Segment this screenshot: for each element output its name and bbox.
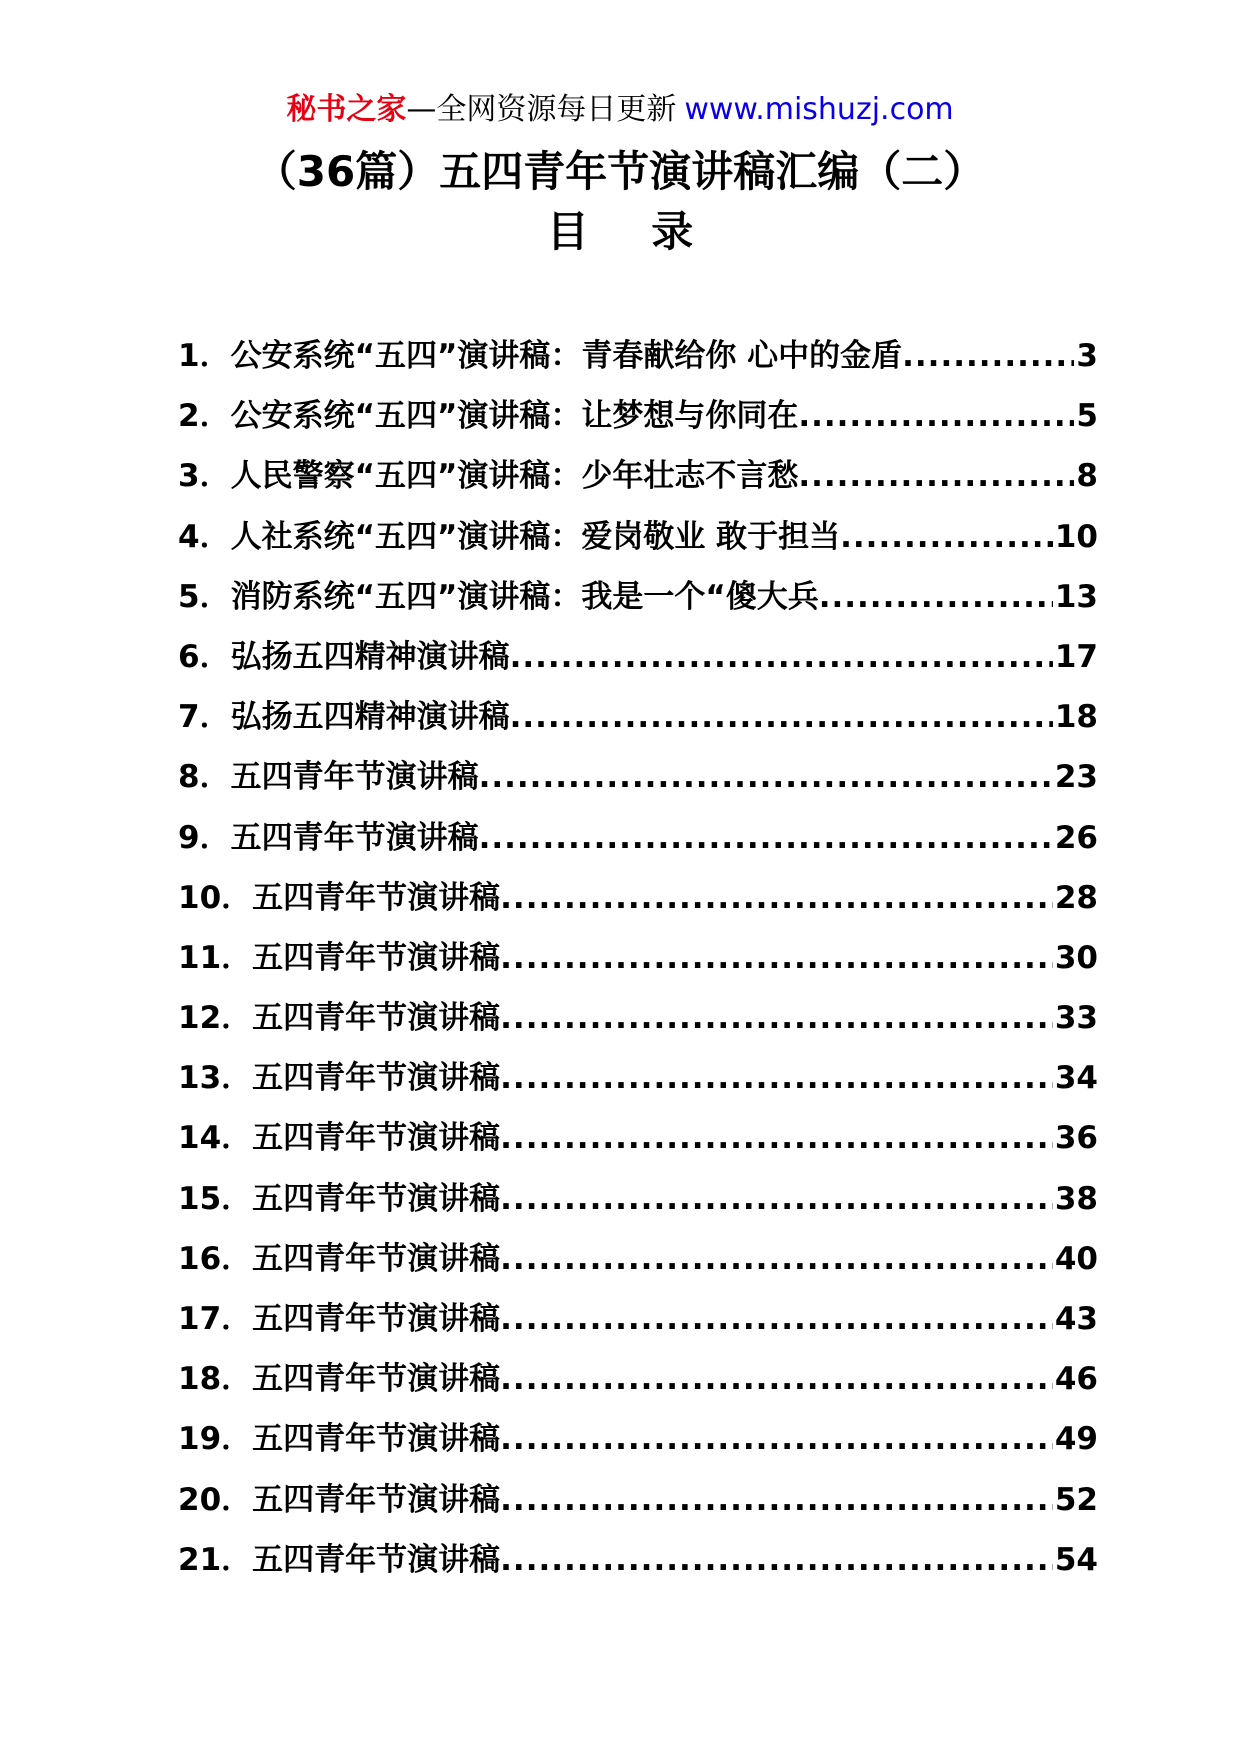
toc-dot-leader — [510, 627, 1053, 687]
toc-dot-leader — [500, 1229, 1053, 1289]
toc-entry-label: 16．五四青年节演讲稿 — [178, 1240, 501, 1277]
toc-dot-leader — [500, 988, 1053, 1048]
toc-entry[interactable] — [178, 507, 1098, 567]
toc-entry-label: 7．弘扬五四精神演讲稿 — [178, 699, 510, 736]
toc-entry-label: 20．五四青年节演讲稿 — [178, 1481, 501, 1518]
toc-dot-leader — [500, 1530, 1053, 1590]
table-of-contents — [178, 326, 1098, 1590]
toc-page-number: 38 — [1054, 1180, 1098, 1217]
toc-entry-label: 4．人社系统“五四”演讲稿：爱岗敬业 敢于担当 — [178, 518, 841, 555]
toc-page-number: 17 — [1054, 638, 1098, 675]
toc-entry[interactable] — [178, 1229, 1098, 1289]
toc-entry[interactable] — [178, 1169, 1098, 1229]
toc-entry-label: 8．五四青年节演讲稿 — [178, 759, 479, 796]
toc-entry[interactable] — [178, 928, 1098, 988]
toc-page-number: 3 — [1076, 338, 1098, 374]
banner-tagline: —全网资源每日更新 — [406, 92, 677, 127]
toc-page-number: 28 — [1054, 879, 1098, 916]
toc-entry[interactable] — [178, 1470, 1098, 1530]
toc-heading: 目 录 — [546, 207, 718, 256]
toc-dot-leader — [479, 747, 1053, 807]
toc-page-number: 33 — [1054, 1000, 1098, 1037]
toc-entry-label: 2．公安系统“五四”演讲稿：让梦想与你同在 — [178, 398, 799, 435]
toc-entry-label: 17．五四青年节演讲稿 — [178, 1301, 501, 1337]
toc-entry[interactable] — [178, 1048, 1098, 1108]
toc-entry-label: 1．公安系统“五四”演讲稿：青春献给你 心中的金盾 — [178, 338, 903, 374]
toc-page-number: 54 — [1054, 1541, 1098, 1578]
toc-entry-label: 15．五四青年节演讲稿 — [178, 1180, 501, 1217]
toc-dot-leader — [500, 868, 1053, 928]
toc-page-number: 40 — [1054, 1240, 1098, 1277]
toc-page-number: 34 — [1054, 1060, 1098, 1097]
toc-dot-leader — [500, 1289, 1053, 1349]
toc-dot-leader — [819, 567, 1053, 627]
toc-page-number: 26 — [1054, 819, 1098, 856]
toc-entry[interactable] — [178, 687, 1098, 747]
toc-entry-label: 9．五四青年节演讲稿 — [178, 819, 479, 856]
toc-entry[interactable] — [178, 1108, 1098, 1168]
toc-dot-leader — [500, 1169, 1053, 1229]
toc-page-number: 46 — [1054, 1361, 1098, 1398]
toc-entry[interactable] — [178, 326, 1098, 386]
toc-entry-label: 14．五四青年节演讲稿 — [178, 1120, 501, 1157]
toc-dot-leader — [798, 446, 1074, 506]
toc-dot-leader — [500, 1470, 1053, 1530]
toc-entry-label: 13．五四青年节演讲稿 — [178, 1060, 501, 1097]
site-url-link[interactable]: www.mishuzj.com — [684, 92, 954, 127]
toc-entry-label: 18．五四青年节演讲稿 — [178, 1361, 501, 1398]
toc-page-number: 36 — [1054, 1120, 1098, 1157]
toc-page-number: 23 — [1054, 759, 1098, 796]
toc-entry[interactable] — [178, 386, 1098, 446]
toc-dot-leader — [500, 1108, 1053, 1168]
toc-dot-leader — [500, 1409, 1053, 1469]
toc-page-number: 49 — [1054, 1421, 1098, 1458]
toc-entry[interactable] — [178, 627, 1098, 687]
toc-page-number: 18 — [1054, 699, 1098, 736]
toc-entry[interactable] — [178, 868, 1098, 928]
toc-entry[interactable] — [178, 988, 1098, 1048]
toc-entry-label: 3．人民警察“五四”演讲稿：少年壮志不言愁 — [178, 458, 799, 495]
site-banner — [0, 88, 1240, 132]
toc-dot-leader — [500, 1048, 1053, 1108]
toc-entry-label: 10．五四青年节演讲稿 — [178, 879, 501, 916]
toc-dot-leader — [840, 507, 1053, 567]
toc-entry[interactable] — [178, 1530, 1098, 1590]
toc-page-number: 13 — [1054, 578, 1098, 615]
toc-entry-label: 6．弘扬五四精神演讲稿 — [178, 638, 510, 675]
brand-name: 秘书之家 — [286, 92, 407, 127]
toc-page-number: 5 — [1076, 398, 1098, 435]
toc-entry[interactable] — [178, 446, 1098, 506]
toc-dot-leader — [500, 1349, 1053, 1409]
toc-entry[interactable] — [178, 1289, 1098, 1349]
toc-dot-leader — [479, 808, 1053, 868]
toc-entry[interactable] — [178, 808, 1098, 868]
toc-entry-label: 19．五四青年节演讲稿 — [178, 1421, 501, 1458]
toc-page-number: 30 — [1054, 939, 1098, 976]
toc-entry[interactable] — [178, 1409, 1098, 1469]
toc-dot-leader — [500, 928, 1053, 988]
toc-entry-label: 11．五四青年节演讲稿 — [178, 939, 501, 976]
toc-entry-label: 12．五四青年节演讲稿 — [178, 1000, 501, 1037]
toc-entry-label: 5．消防系统“五四”演讲稿：我是一个“傻大兵 — [178, 578, 819, 615]
toc-dot-leader — [798, 386, 1074, 446]
toc-page-number: 52 — [1054, 1481, 1098, 1518]
toc-dot-leader — [902, 326, 1074, 386]
toc-page-number: 43 — [1054, 1301, 1098, 1337]
toc-page-number: 10 — [1054, 518, 1098, 555]
toc-entry[interactable] — [178, 567, 1098, 627]
toc-entry[interactable] — [178, 1349, 1098, 1409]
document-title: （36篇）五四青年节演讲稿汇编（二） — [254, 147, 986, 196]
toc-entry-label: 21．五四青年节演讲稿 — [178, 1541, 501, 1578]
toc-page-number: 8 — [1076, 458, 1098, 495]
toc-dot-leader — [510, 687, 1053, 747]
toc-entry[interactable] — [178, 747, 1098, 807]
